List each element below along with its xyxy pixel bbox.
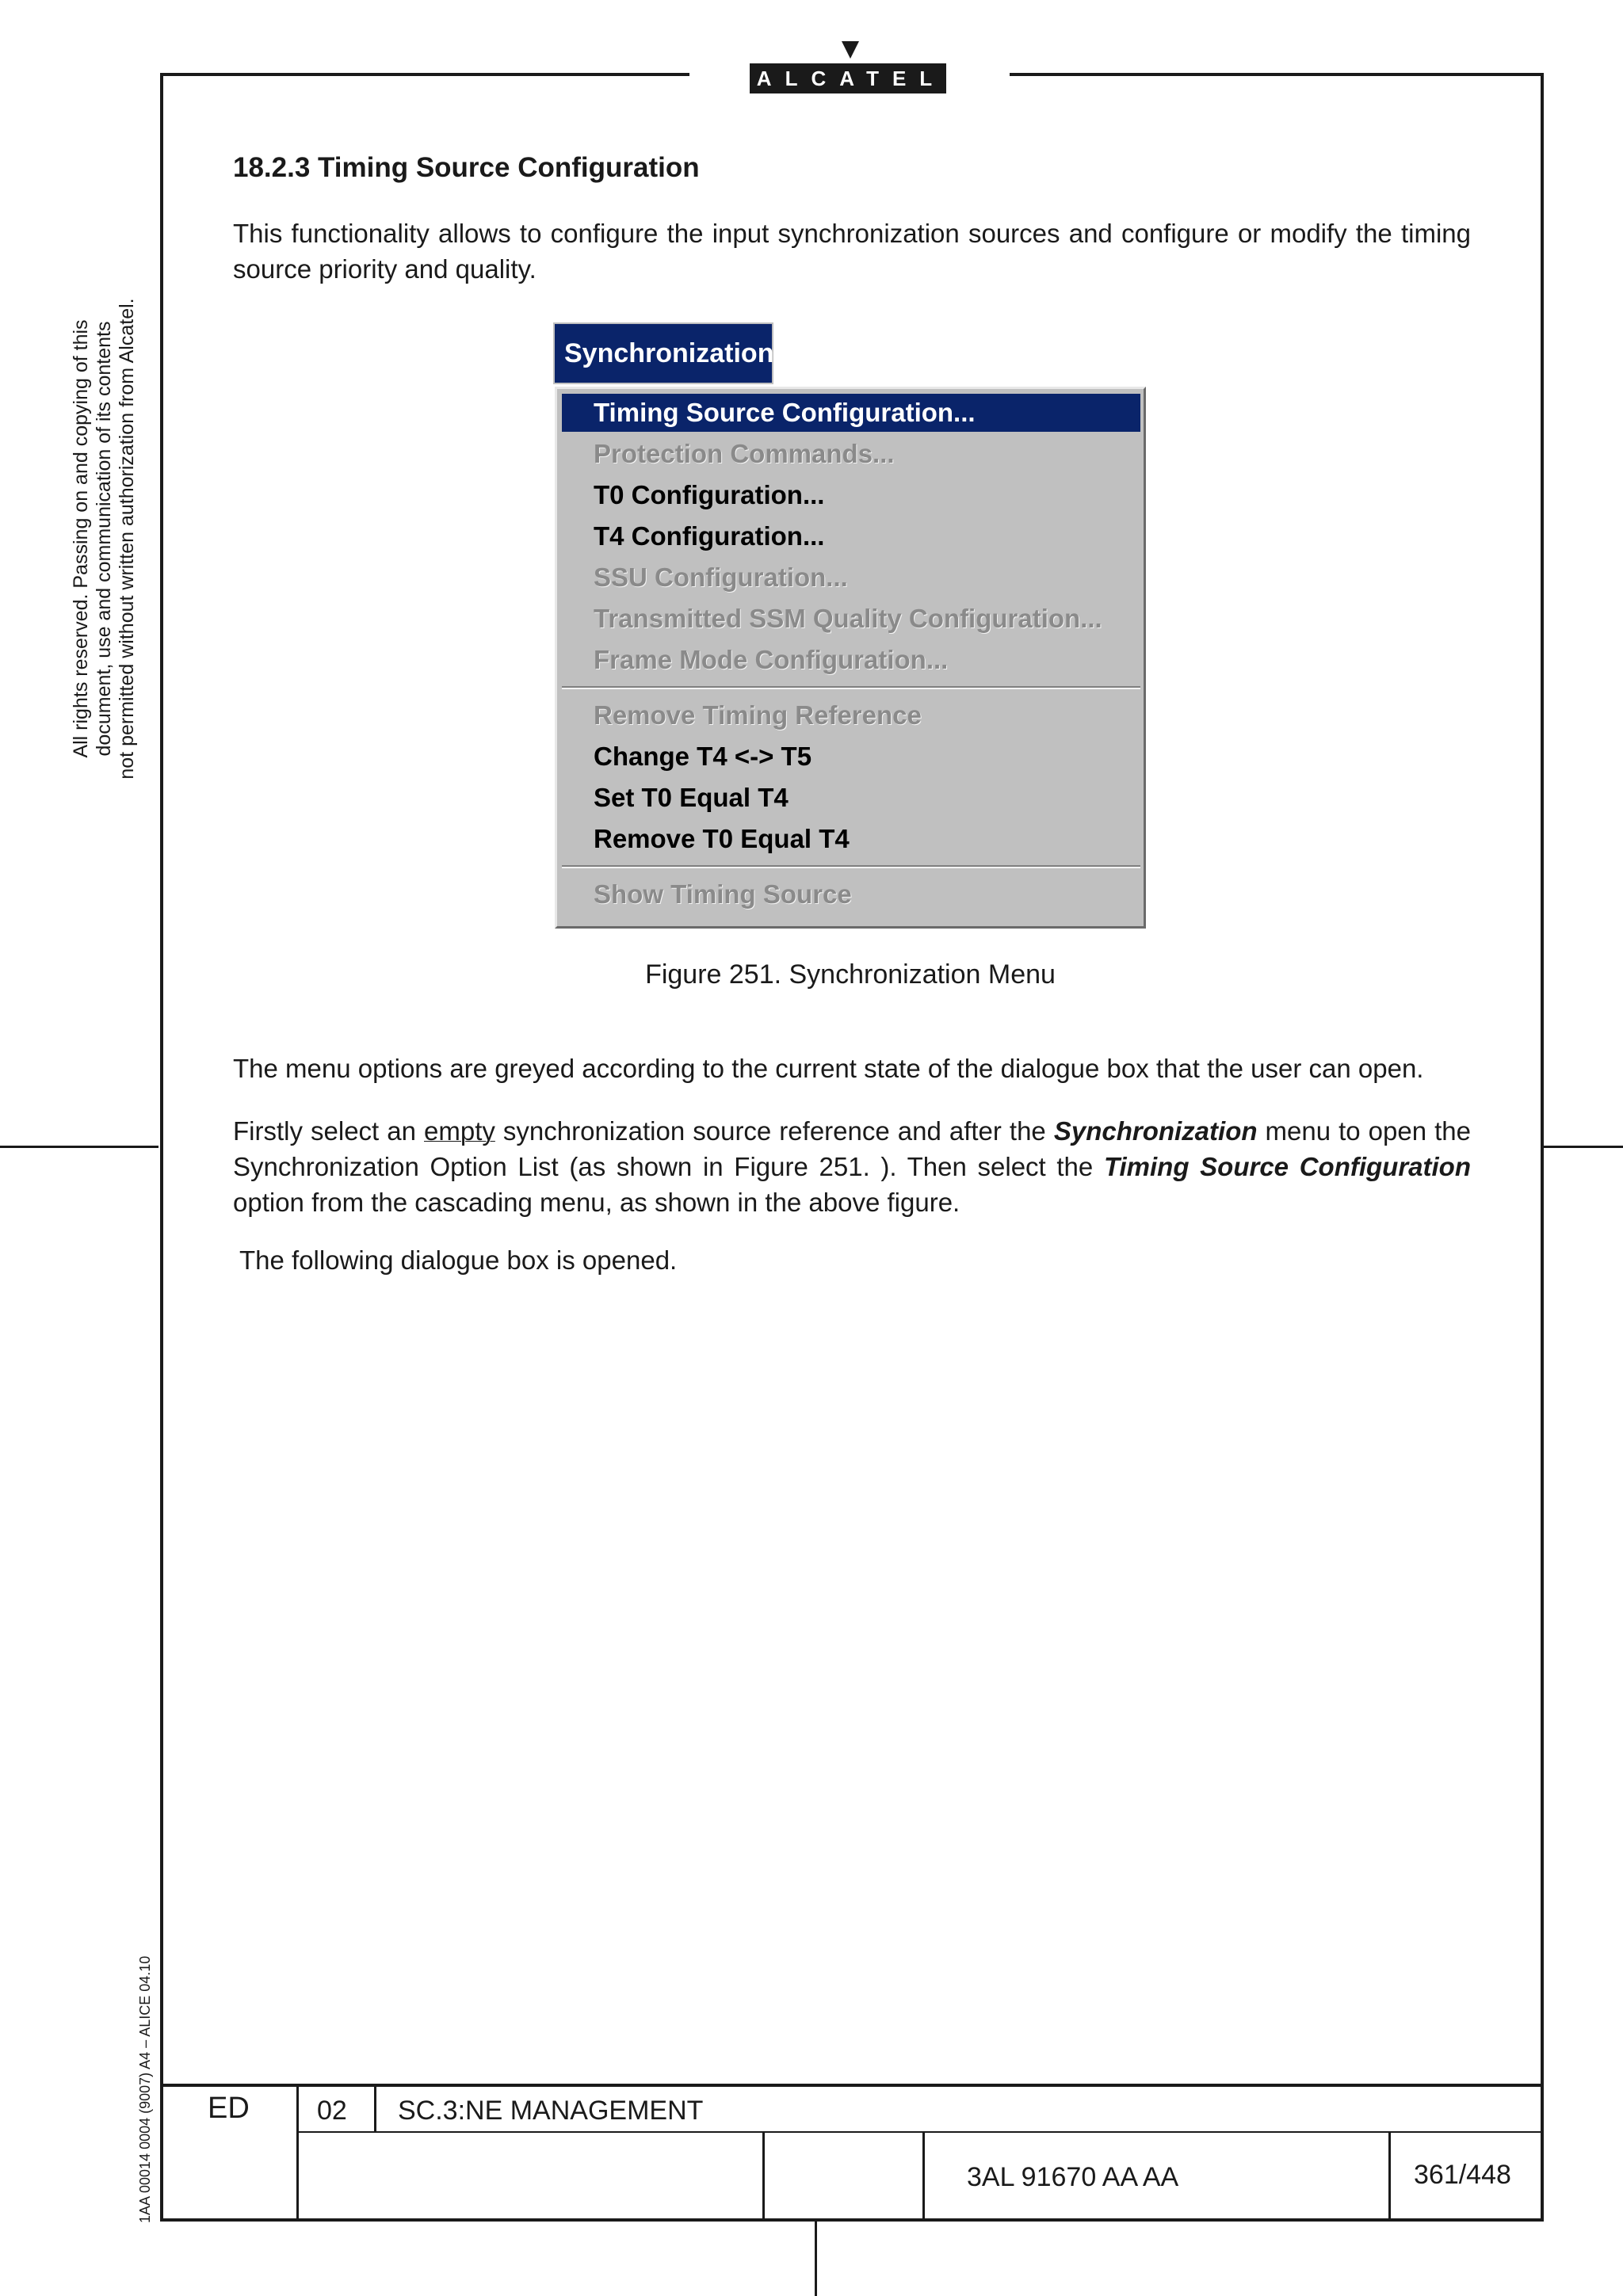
- instructions-paragraph: Firstly select an empty synchronization source reference and after the Synchronization menu to open the Synchronization Option List (as shown in Figure 251. ). Then select the Timing Source Configuration option from the cascading menu, as shown in the above figure.: [233, 1116, 1472, 1217]
- menu-item-set-t0-equal-t4[interactable]: Set T0 Equal T4: [594, 783, 789, 812]
- menu-item-remove-t0-equal-t4[interactable]: Remove T0 Equal T4: [594, 824, 850, 853]
- section-heading: 18.2.3 Timing Source Configuration: [233, 152, 700, 183]
- menu-item-transmitted-ssm-quality[interactable]: Transmitted SSM Quality Configuration...: [594, 604, 1102, 633]
- menu-item-change-t4-t5[interactable]: Change T4 <-> T5: [594, 742, 812, 771]
- menu-item-remove-timing-reference[interactable]: Remove Timing Reference: [594, 700, 922, 730]
- following-paragraph: The following dialogue box is opened.: [239, 1245, 678, 1275]
- document-code: 1AA 00014 0004 (9007) A4 – ALICE 04.10: [137, 1955, 153, 2223]
- footer-doc-ref: 3AL 91670 AA AA: [967, 2162, 1179, 2192]
- footer-section: SC.3:NE MANAGEMENT: [398, 2096, 704, 2126]
- menu-item-frame-mode-configuration[interactable]: Frame Mode Configuration...: [594, 645, 949, 674]
- menu-item-timing-source-configuration[interactable]: Timing Source Configuration...: [562, 394, 1140, 432]
- copyright-notice: All rights reserved. Passing on and copying of this document, use and communication of its contents not permitted without written authorization from Alcatel.: [70, 298, 138, 780]
- menu-item-t4-configuration[interactable]: T4 Configuration...: [594, 521, 825, 551]
- footer-ed-value: 02: [317, 2096, 347, 2126]
- footer-page-number: 361/448: [1414, 2160, 1511, 2190]
- synchronization-term: Synchronization: [1053, 1116, 1258, 1146]
- timing-source-configuration-term: Timing Source Configuration: [1103, 1152, 1471, 1181]
- frame-left: [160, 73, 163, 2222]
- menu-item-show-timing-source[interactable]: Show Timing Source: [594, 879, 852, 909]
- synchronization-menu-title[interactable]: [553, 322, 773, 384]
- menu-item-t0-configuration[interactable]: T0 Configuration...: [594, 480, 825, 509]
- logo-triangle-icon: [842, 41, 859, 59]
- menu-item-protection-commands[interactable]: Protection Commands...: [594, 439, 895, 468]
- frame-top-right: [1010, 73, 1544, 76]
- menu-separator: [562, 686, 1140, 689]
- synchronization-dropdown: [555, 387, 1146, 929]
- menu-separator: [562, 865, 1140, 868]
- intro-paragraph: This functionality allows to configure the input synchronization sources and configure or modify the timing source priority and quality.: [233, 219, 1471, 284]
- menu-item-ssu-configuration[interactable]: SSU Configuration...: [594, 563, 848, 592]
- greyed-paragraph: The menu options are greyed according to the current state of the dialogue box that the user can open.: [233, 1054, 1424, 1083]
- alcatel-logo: [750, 38, 946, 95]
- logo-text: ALCATEL: [750, 63, 946, 93]
- frame-top-left: [160, 73, 689, 76]
- figure-caption: Figure 251. Synchronization Menu: [645, 959, 1056, 990]
- empty-term: empty: [424, 1116, 495, 1146]
- footer-ed-label: ED: [208, 2092, 250, 2125]
- margin-mark-left: [0, 1146, 158, 1148]
- margin-mark-right: [1544, 1146, 1623, 1148]
- menu-title-label: Synchronization: [555, 324, 772, 383]
